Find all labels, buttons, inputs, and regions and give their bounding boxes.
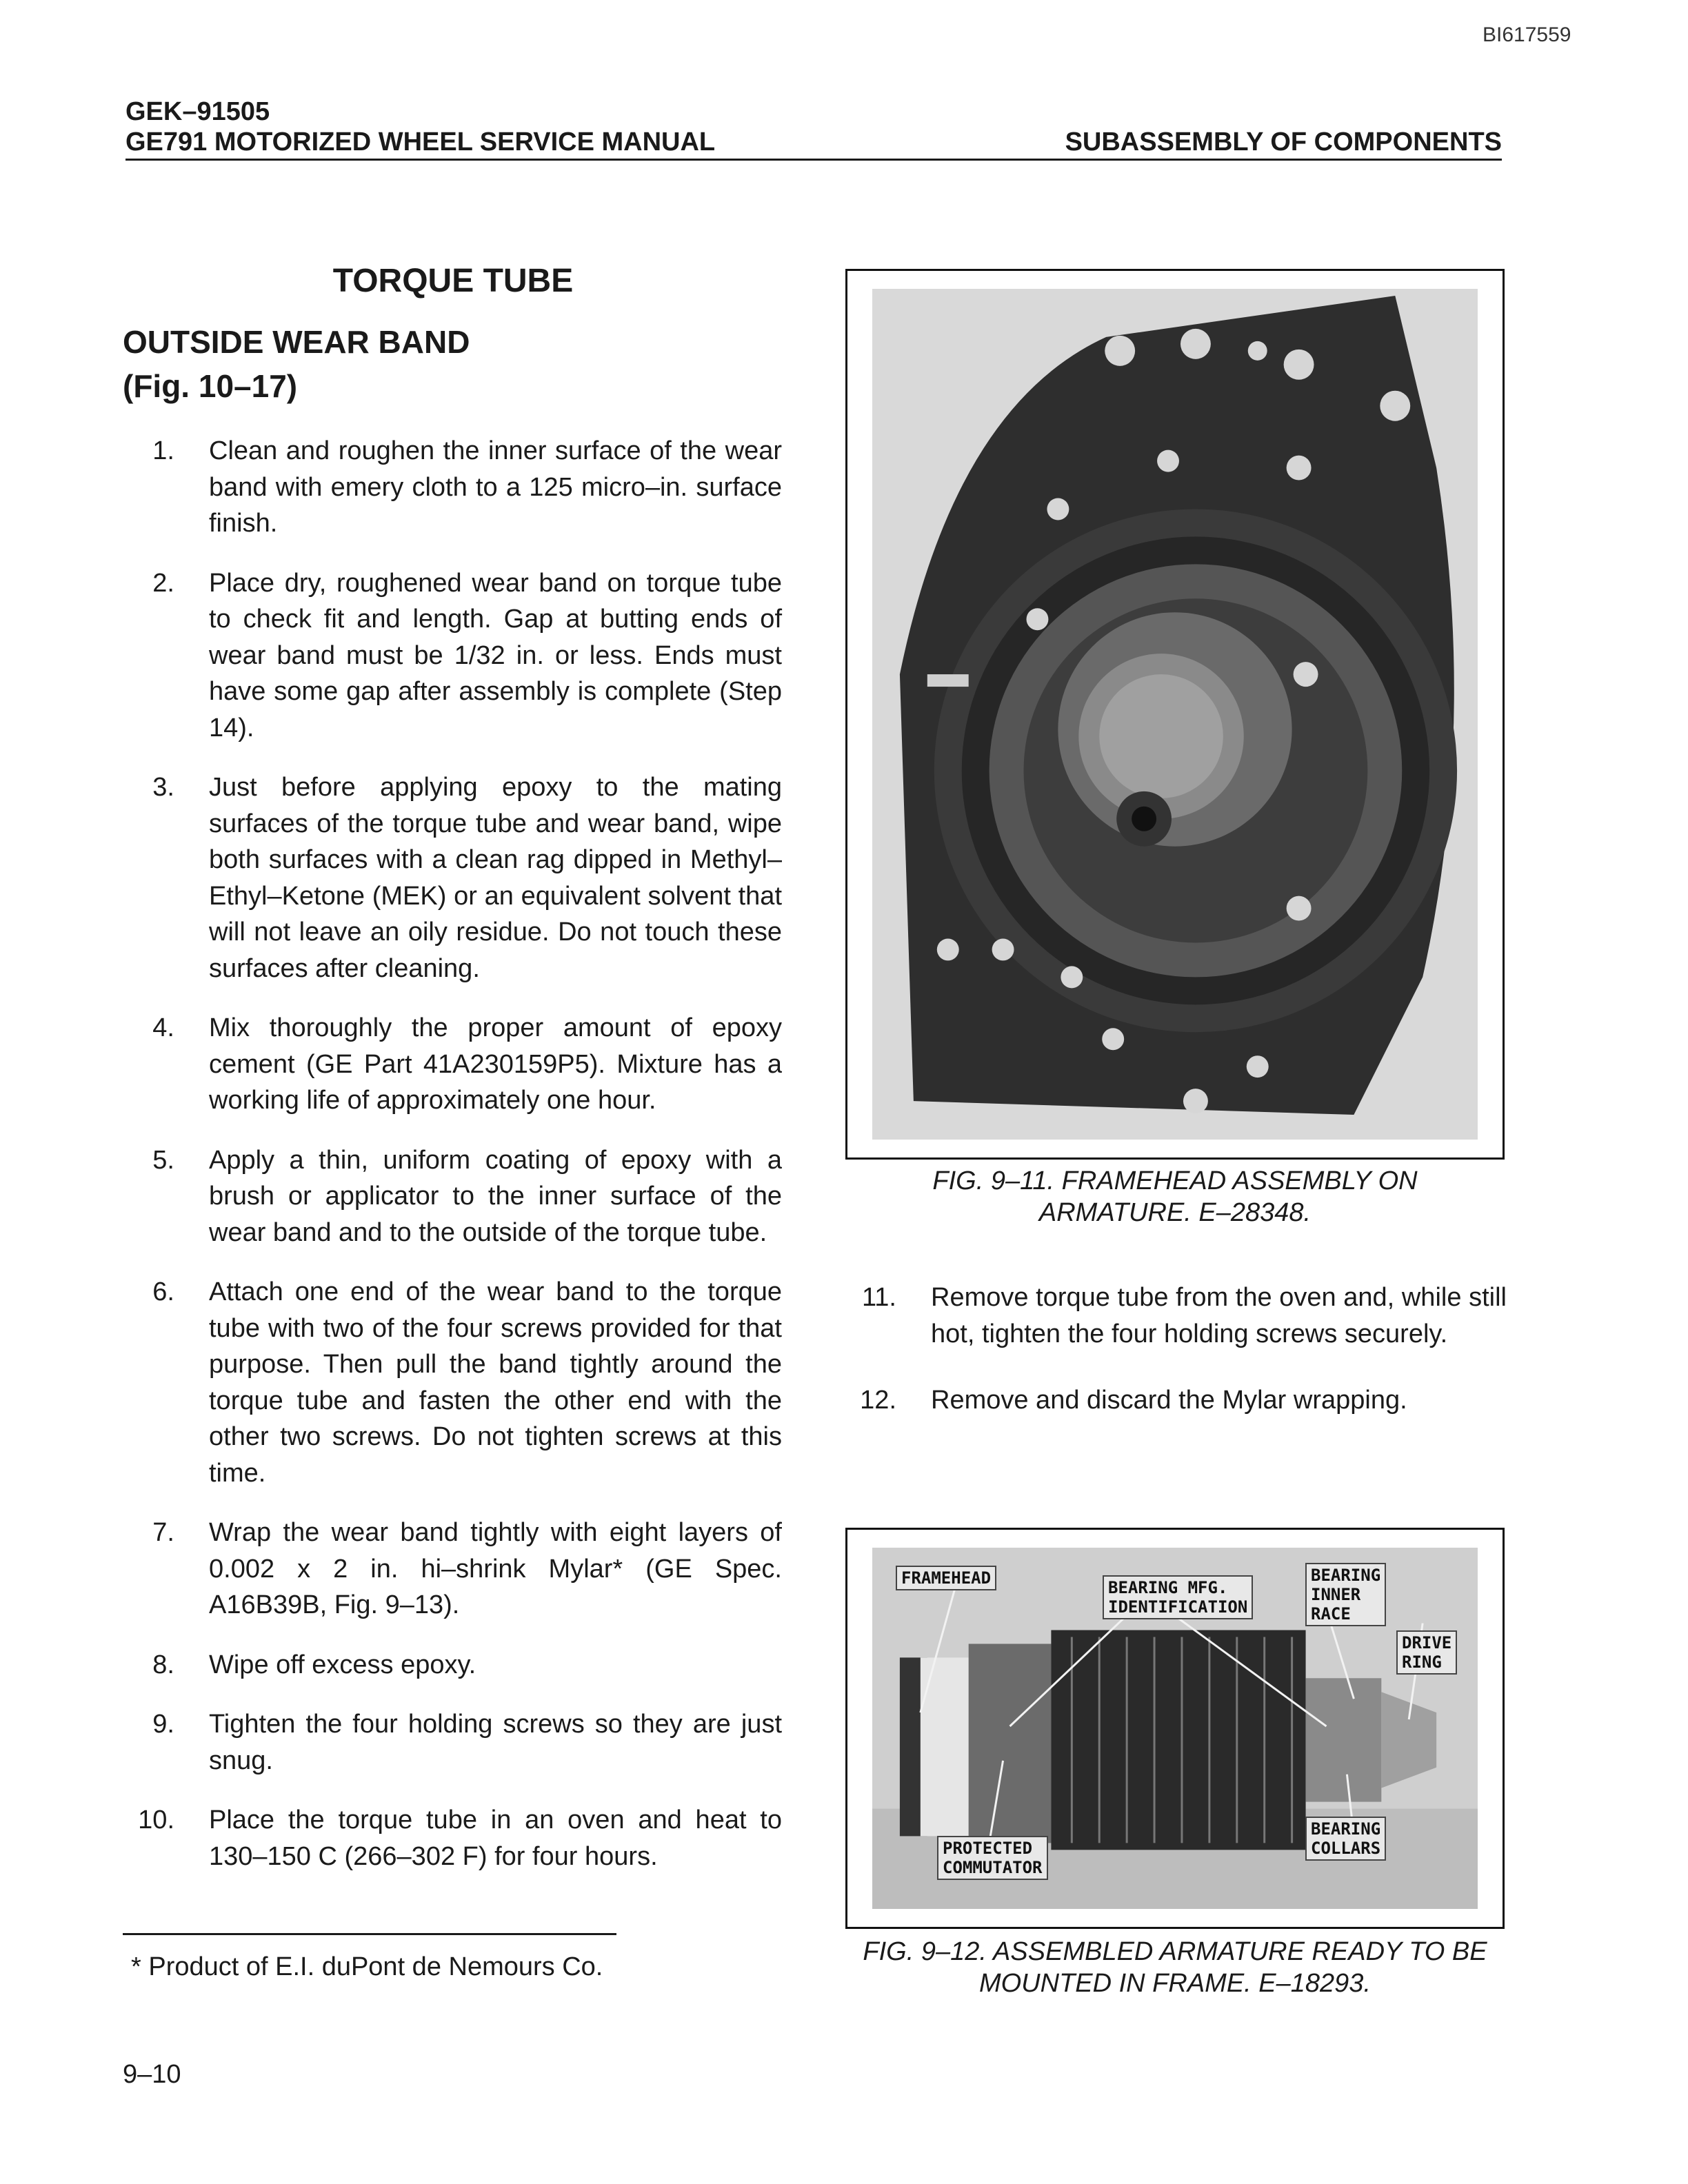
step-number: 3. xyxy=(152,773,174,802)
step-number: 8. xyxy=(152,1650,174,1679)
step-text: Mix thoroughly the proper amount of epoxy cement (GE Part 41A230159P5). Mixture has a working life of approximately one hour. xyxy=(209,1013,782,1115)
label-protected-commutator: PROTECTED COMMUTATOR xyxy=(937,1836,1048,1880)
step-item xyxy=(123,1647,782,1684)
step-item xyxy=(123,1142,782,1251)
step-text: Remove torque tube from the oven and, while still hot, tighten the four holding screws securely. xyxy=(931,1283,1507,1348)
footnote: * Product of E.I. duPont de Nemours Co. xyxy=(131,1952,603,1981)
footnote-rule xyxy=(123,1933,616,1935)
step-text: Attach one end of the wear band to the torque tube with two of the four screws provided for that purpose. Then pull the band tightly around the torque tube and fasten the other end with the other two screws. Do not tighten screws at this time. xyxy=(209,1277,782,1488)
step-text: Place dry, roughened wear band on torque tube to check fit and length. Gap at butting ends of wear band must be 1/32 in. or less. Ends must have some gap after assembly is complete (Step 14). xyxy=(209,568,782,742)
section-title: SUBASSEMBLY OF COMPONENTS xyxy=(1065,128,1502,156)
step-item xyxy=(123,1010,782,1119)
label-bearing-collars: BEARING COLLARS xyxy=(1305,1817,1386,1861)
subheading-outside-wear-band: OUTSIDE WEAR BAND xyxy=(123,324,470,360)
step-number: 5. xyxy=(152,1145,174,1175)
step-item xyxy=(123,433,782,542)
caption-line: FIG. 9–12. ASSEMBLED ARMATURE READY TO BE xyxy=(863,1937,1487,1966)
step-item xyxy=(123,769,782,987)
step-number: 6. xyxy=(152,1277,174,1306)
step-list-right xyxy=(845,1280,1507,1449)
step-number: 10. xyxy=(138,1806,174,1834)
step-number: 11. xyxy=(861,1283,896,1312)
label-framehead: FRAMEHEAD xyxy=(896,1566,996,1590)
header-left xyxy=(125,97,815,157)
step-item xyxy=(123,1274,782,1491)
step-text: Apply a thin, uniform coating of epoxy with a brush or applicator to the inner surface of the wear band and to the outside of the torque tube. xyxy=(209,1145,782,1247)
step-number: 9. xyxy=(152,1710,174,1739)
doc-number: GEK–91505 xyxy=(125,97,270,126)
figure-caption-9-12 xyxy=(845,1936,1505,1999)
page-number: 9–10 xyxy=(123,2060,181,2089)
figure-framehead-assembly xyxy=(845,269,1505,1160)
heading-torque-tube: TORQUE TUBE xyxy=(332,263,574,299)
step-item xyxy=(123,1802,782,1874)
document-id: BI617559 xyxy=(1483,23,1571,46)
step-text: Wipe off excess epoxy. xyxy=(209,1650,476,1679)
caption-line: MOUNTED IN FRAME. E–18293. xyxy=(978,1969,1372,1998)
step-number: 7. xyxy=(152,1518,174,1547)
step-number: 1. xyxy=(152,436,174,465)
step-list-left xyxy=(123,433,782,1898)
caption-line: ARMATURE. E–28348. xyxy=(1038,1198,1312,1227)
step-item xyxy=(123,1706,782,1779)
step-number: 2. xyxy=(152,568,174,598)
step-text: Wrap the wear band tightly with eight layers of 0.002 x 2 in. hi–shrink Mylar* (GE Spec. A16B39B, Fig. 9–13). xyxy=(209,1518,782,1619)
step-number: 4. xyxy=(152,1013,174,1042)
label-bearing-mfg-identification: BEARING MFG. IDENTIFICATION xyxy=(1103,1575,1253,1619)
step-item xyxy=(845,1280,1507,1352)
armature-photo xyxy=(872,1548,1478,1909)
label-drive-ring: DRIVE RING xyxy=(1396,1630,1457,1675)
caption-line: FIG. 9–11. FRAMEHEAD ASSEMBLY ON xyxy=(932,1166,1418,1195)
subheading-block xyxy=(123,320,470,408)
figure-caption-9-11 xyxy=(845,1165,1505,1228)
figure-assembled-armature xyxy=(845,1528,1505,1929)
framehead-photo xyxy=(872,289,1478,1140)
header-rule xyxy=(125,159,1502,161)
step-item xyxy=(123,1515,782,1624)
figure-reference: (Fig. 10–17) xyxy=(123,368,298,404)
step-number: 12. xyxy=(860,1386,896,1415)
step-text: Just before applying epoxy to the mating surfaces of the torque tube and wear band, wipe both surfaces with a clean rag dipped in Methyl–Ethyl–Ketone (MEK) or an equivalent solvent that will not leave an oily residue. Do not touch these surfaces after cleaning. xyxy=(209,773,782,983)
step-item xyxy=(123,565,782,747)
label-bearing-inner-race: BEARING INNER RACE xyxy=(1305,1563,1386,1626)
step-item xyxy=(845,1382,1507,1419)
framehead-illustration xyxy=(872,289,1478,1140)
step-text: Clean and roughen the inner surface of the wear band with emery cloth to a 125 micro–in. surface finish. xyxy=(209,436,782,538)
step-text: Tighten the four holding screws so they are just snug. xyxy=(209,1710,782,1775)
step-text: Place the torque tube in an oven and heat to 130–150 C (266–302 F) for four hours. xyxy=(209,1806,782,1871)
step-text: Remove and discard the Mylar wrapping. xyxy=(931,1386,1407,1415)
manual-title: GE791 MOTORIZED WHEEL SERVICE MANUAL xyxy=(125,128,716,156)
